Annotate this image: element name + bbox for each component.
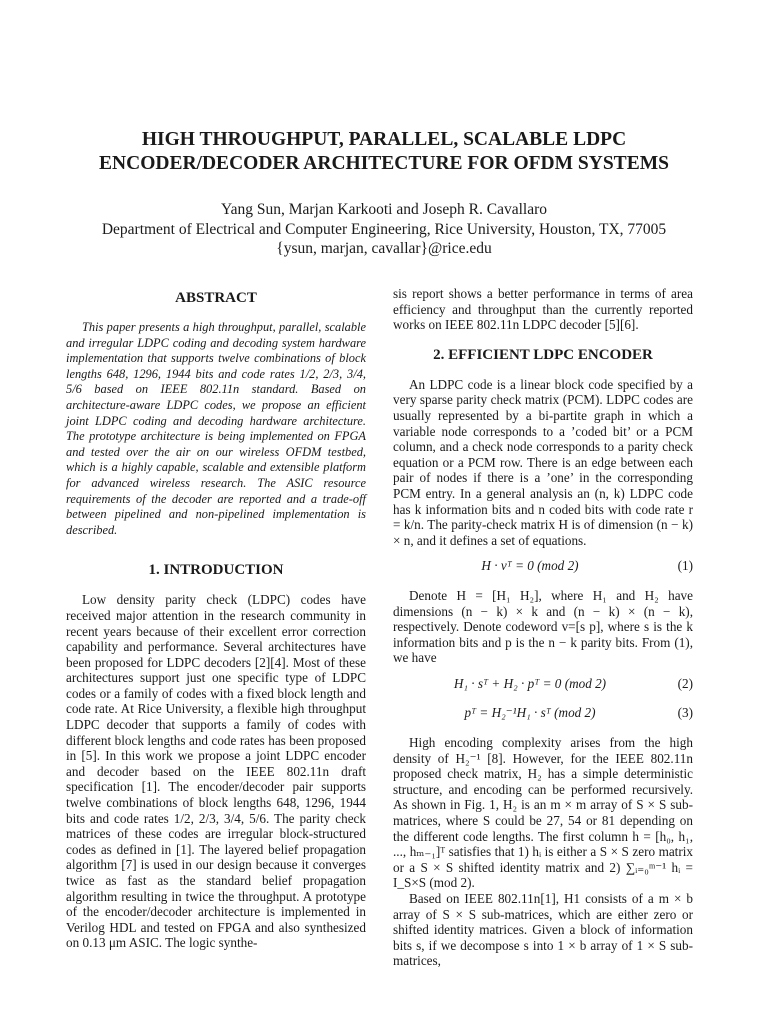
equation-2-number: (2) [677, 675, 693, 691]
paper-title [40, 128, 728, 176]
introduction-heading: 1. INTRODUCTION [148, 562, 284, 579]
equation-2-expression: H₁ · sᵀ + H₂ · pᵀ = 0 (mod 2) [453, 675, 607, 691]
abstract-text: This paper presents a high throughput, parallel, scalable and irregular LDPC coding and decoding system hardware implementation that supports twelve combinations of block lengths 648, 1296, 1944 bits and code rates 1/2, 2/3, 3/4, 5/6 based on IEEE 802.11n standard. Based on architecture-aware LDPC codes, we propose an efficient joint LDPC coding and decoding hardware architecture. The prototype architecture is being implemented on FPGA and tested over the air on our wireless OFDM testbed, which is a highly capable, scalable and extensible platform for advanced wireless research. The ASIC resource requirements of the decoder are reported and a trade-off between pipelined and non-pipelined implementation is described. [66, 320, 366, 537]
encoder-paragraph-4: Based on IEEE 802.11n[1], H1 consists of a m × b array of S × S sub-matrices, which are either zero or shifted identity matrices. Given a block of information bits s, if we decompose s into 1 × b array of 1 × S sub-matrices, [393, 891, 693, 969]
encoder-paragraph-2: Denote H = [H₁ H₂], where H₁ and H₂ have dimensions (n − k) × k and (n − k) × (n − k), respectively. Denote codeword v=[s p], where s is the k information bits and p is the n − k parity bits. From (1), we have [393, 587, 693, 666]
encoder-paragraph-3: High encoding complexity arises from the high density of H₂⁻¹ [8]. However, for the IEEE 802.11n proposed check matrix, H₂ has a simple deterministic structure, and encoding can be performed recursively. As shown in Fig. 1, H₂ is an m × m array of S × S sub-matrices, where S could be 27, 54 or 81 depending on the different code lengths. The first column h = [h₀, h₁, ..., hₘ₋₁]ᵀ satisfies that 1) hᵢ is either a S × S zero matrix or a S × S shifted identity matrix and 2) ∑ᵢ₌₀ᵐ⁻¹ hᵢ = I_S×S (mod 2). [393, 735, 693, 891]
title-line-1: HIGH THROUGHPUT, PARALLEL, SCALABLE LDPC [141, 129, 627, 150]
equation-3-number: (3) [677, 705, 693, 721]
title-line-2: ENCODER/DECODER ARCHITECTURE FOR OFDM SYSTEMS [99, 153, 669, 174]
author-email: {ysun, marjan, cavallar}@rice.edu [276, 240, 492, 257]
introduction-continuation: sis report shows a better performance in terms of area efficiency and throughput than the currently reported works on IEEE 802.11n LDPC decoder [5][6]. [393, 286, 693, 333]
author-names: Yang Sun, Marjan Karkooti and Joseph R. Cavallaro [220, 201, 548, 218]
encoder-paragraph-1: An LDPC code is a linear block code specified by a very sparse parity check matrix (PCM). LDPC codes are usually represented by a bi-partite graph in which a variable node corresponds to a ’coded bit’ or a PCM column, and a check node corresponds to a parity check equation or a PCM row. There is an edge between each pair of nodes if there is a ’one’ in the corresponding PCM entry. In a general analysis an (n, k) LDPC code has k information bits and n coded bits with code rate r = k/n. The parity-check matrix H is of dimension (n − k) × n, and it defines a set of equations. [393, 376, 693, 548]
introduction-text: Low density parity check (LDPC) codes have received major attention in the research community in recent years because of their excellent error correction capability and performance. Several architectures have been proposed for LDPC decoders [2][4]. Most of these architectures support just one specific type of LDPC codes or a family of codes with a fixed block length and code rate. At Rice University, a flexible high throughput LDPC decoder that supports a family of codes with different block lengths and code rates has been proposed in [5]. In this work we propose a joint LDPC encoder and decoder based on the IEEE 802.11n draft specification [1]. The encoder/decoder pair supports twelve combinations of block lengths 648, 1296, 1944 bits and code rates 1/2, 2/3, 3/4, 5/6. The parity check matrices of these codes are irregular block-structured codes as defined in [1]. The layered belief propagation algorithm [7] is used in our design because it converges twice as fast as the standard belief propagation algorithm resulting in twice the throughput. A prototype of the encoder/decoder architecture is implemented in Verilog HDL and tested on FPGA and also synthesized on 0.13 μm ASIC. The logic synthe- [66, 592, 366, 951]
author-block [40, 200, 728, 259]
abstract-heading: ABSTRACT [175, 290, 257, 306]
equation-2 [393, 676, 693, 692]
author-affiliation: Department of Electrical and Computer Engineering, Rice University, Houston, TX, 77005 [101, 220, 667, 238]
equation-1-expression: H · vᵀ = 0 (mod 2) [481, 558, 579, 574]
equation-3-expression: pᵀ = H₂⁻¹H₁ · sᵀ (mod 2) [464, 705, 596, 721]
equation-3 [393, 705, 693, 721]
right-column [393, 286, 693, 969]
encoder-heading: 2. EFFICIENT LDPC ENCODER [433, 346, 653, 363]
equation-1 [393, 558, 693, 574]
left-column [66, 286, 366, 951]
equation-1-number: (1) [677, 558, 693, 574]
